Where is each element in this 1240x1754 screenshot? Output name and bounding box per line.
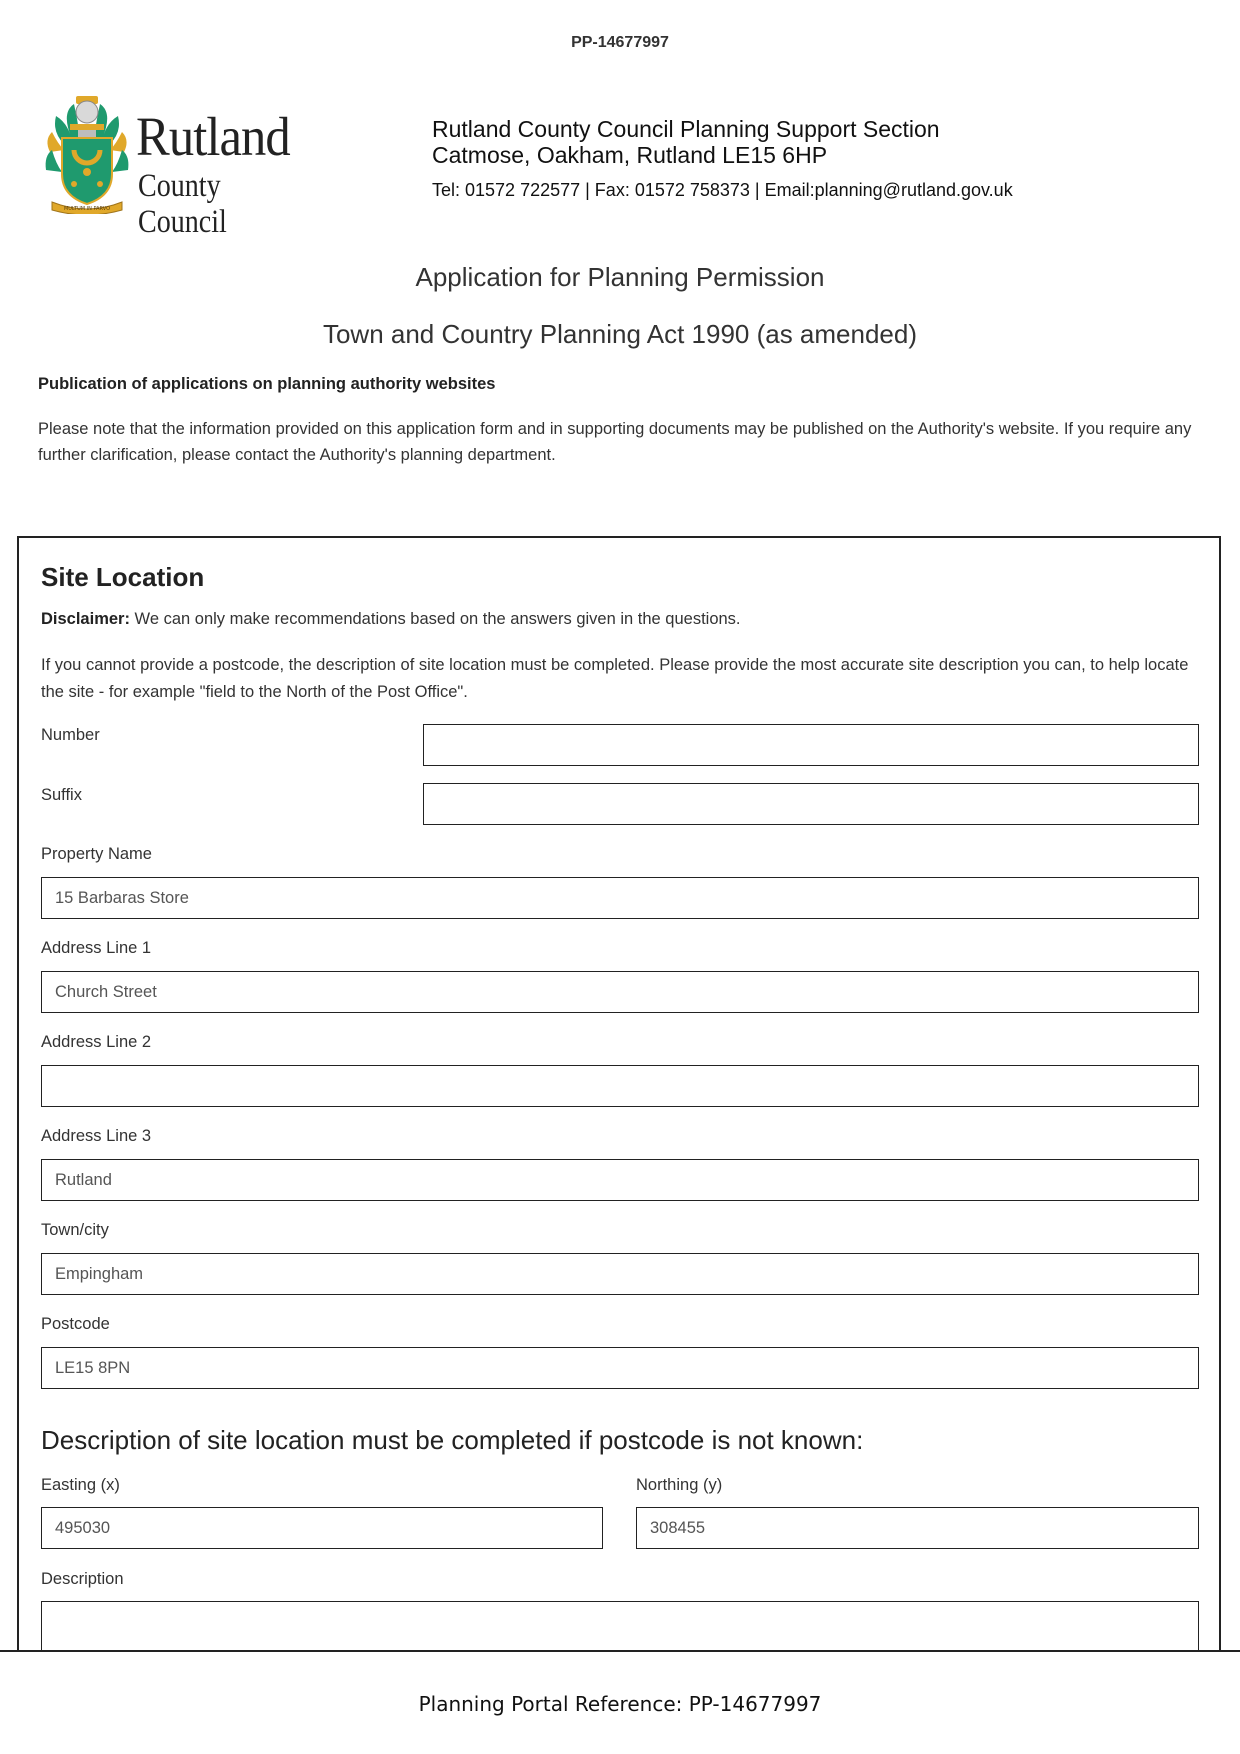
- logo-wordmark-rutland: Rutland: [136, 106, 290, 167]
- suffix-field[interactable]: [423, 783, 1199, 825]
- council-address-line-1: Rutland County Council Planning Support Section: [432, 116, 940, 142]
- council-logo: [44, 92, 314, 240]
- easting-field[interactable]: 495030: [41, 1507, 603, 1549]
- page-title: Application for Planning Permission: [415, 262, 825, 292]
- publication-heading: Publication of applications on planning authority websites: [38, 375, 496, 393]
- property-name-label: Property Name: [41, 845, 152, 863]
- disclaimer: [41, 610, 741, 629]
- northing-field[interactable]: 308455: [636, 1507, 1199, 1549]
- postcode-label: Postcode: [41, 1315, 110, 1333]
- address-line-2-field[interactable]: [41, 1065, 1199, 1107]
- address-line-1-label: Address Line 1: [41, 939, 152, 957]
- page-subtitle: Town and Country Planning Act 1990 (as amended): [322, 319, 918, 349]
- site-location-help-text: If you cannot provide a postcode, the description of site location must be completed. Please provide the most accurate site description you can, to help locate the site - for example "field to the North of the Post Office".: [41, 656, 1189, 701]
- footer-divider: [0, 1650, 1240, 1652]
- council-contact-block: [432, 116, 1013, 201]
- site-location-panel: [17, 536, 1221, 1736]
- description-heading: Description of site location must be completed if postcode is not known:: [41, 1425, 864, 1455]
- council-contact-details: Tel: 01572 722577 | Fax: 01572 758373 | Email:planning@rutland.gov.uk: [432, 180, 1013, 200]
- description-label: Description: [41, 1570, 124, 1588]
- address-line-1-field[interactable]: Church Street: [41, 971, 1199, 1013]
- disclaimer-text: We can only make recommendations based on the answers given in the questions.: [129, 610, 741, 628]
- suffix-label: Suffix: [41, 786, 82, 804]
- northing-label: Northing (y): [636, 1476, 723, 1494]
- council-address-line-2: Catmose, Oakham, Rutland LE15 6HP: [432, 142, 828, 168]
- application-reference: PP-14677997: [571, 34, 669, 51]
- town-city-field[interactable]: Empingham: [41, 1253, 1199, 1295]
- planning-portal-reference: Planning Portal Reference: PP-14677997: [418, 1692, 822, 1716]
- logo-wordmark-county-council: County Council: [138, 168, 227, 240]
- number-label: Number: [41, 726, 100, 744]
- svg-text:MULTUM IN PARVO: MULTUM IN PARVO: [63, 206, 111, 212]
- easting-label: Easting (x): [41, 1476, 120, 1494]
- property-name-field[interactable]: 15 Barbaras Store: [41, 877, 1199, 919]
- disclaimer-label: Disclaimer:: [41, 610, 130, 628]
- address-line-3-label: Address Line 3: [41, 1127, 152, 1145]
- address-line-2-label: Address Line 2: [41, 1033, 152, 1051]
- number-field[interactable]: [423, 724, 1199, 766]
- council-crest-icon: [44, 92, 130, 214]
- postcode-field[interactable]: LE15 8PN: [41, 1347, 1199, 1389]
- town-city-label: Town/city: [41, 1221, 109, 1239]
- section-title: Site Location: [41, 562, 205, 592]
- address-line-3-field[interactable]: Rutland: [41, 1159, 1199, 1201]
- publication-notice: Please note that the information provided on this application form and in supporting documents may be published on the Authority's website. If you require any further clarification, please contact the Authority's planning department.: [38, 420, 1192, 464]
